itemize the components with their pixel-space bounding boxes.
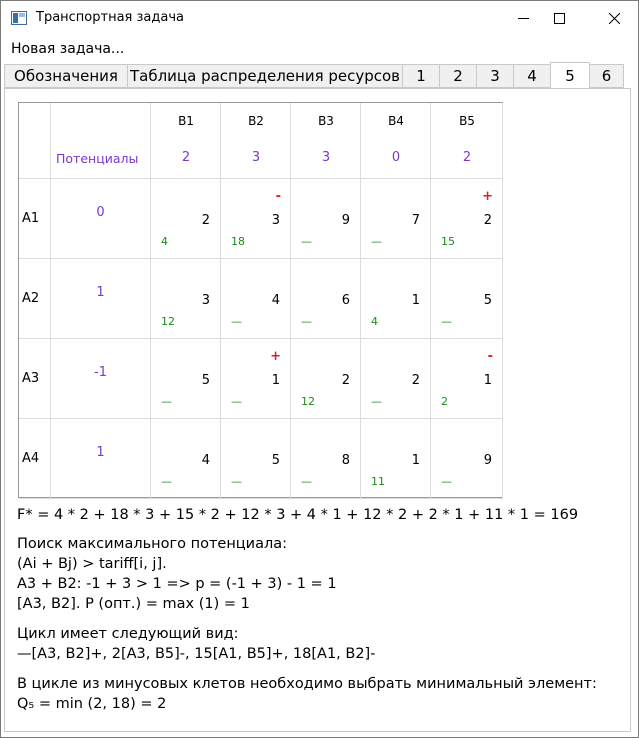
- search-title: Поиск максимального потенциала:: [17, 536, 288, 552]
- row-potential-cell: [51, 339, 151, 419]
- row-name: A3: [22, 371, 40, 386]
- menu-bar: [1, 39, 638, 61]
- allocation-value: —: [441, 315, 452, 328]
- tariff-cell[interactable]: [291, 419, 361, 499]
- tariff-cell[interactable]: [221, 259, 291, 339]
- tariff-value: 9: [483, 453, 492, 468]
- allocation-value: —: [231, 395, 242, 408]
- tariff-value: 5: [201, 373, 210, 388]
- window-title: Транспортная задача: [36, 10, 184, 25]
- title-bar[interactable]: [1, 1, 638, 37]
- column-potential: 3: [321, 150, 331, 165]
- allocation-value: —: [161, 475, 172, 488]
- max-line: [A3, B2]. P (опт.) = max (1) = 1: [17, 596, 250, 612]
- tariff-cell[interactable]: [151, 259, 221, 339]
- row-label-cell: [19, 179, 51, 259]
- column-name: B5: [459, 114, 475, 128]
- row-name: A2: [22, 291, 40, 306]
- tab-notation[interactable]: Обозначения: [4, 64, 128, 88]
- tariff-value: 3: [201, 293, 210, 308]
- cycle-title: Цикл имеет следующий вид:: [17, 626, 239, 642]
- tariff-cell[interactable]: [221, 179, 291, 259]
- objective-line: F* = 4 * 2 + 18 * 3 + 15 * 2 + 12 * 3 + 4 * 1 + 12 * 2 + 2 * 1 + 11 * 1 = 169: [17, 507, 579, 523]
- tariff-cell[interactable]: [431, 179, 503, 259]
- tariff-value: 4: [201, 453, 210, 468]
- tariff-cell[interactable]: [151, 339, 221, 419]
- tariff-cell[interactable]: [361, 179, 431, 259]
- column-potential: 2: [181, 150, 191, 165]
- column-name: B1: [178, 114, 194, 128]
- column-name: B2: [248, 114, 264, 128]
- allocation-value: 12: [161, 315, 175, 328]
- column-potential: 0: [391, 150, 401, 165]
- close-icon: [609, 13, 620, 24]
- allocation-value: —: [301, 315, 312, 328]
- allocation-value: —: [301, 235, 312, 248]
- tariff-cell[interactable]: [221, 419, 291, 499]
- tariff-value: 1: [411, 453, 420, 468]
- potentials-header-cell: [51, 103, 151, 179]
- allocation-value: —: [371, 395, 382, 408]
- tariff-value: 1: [271, 373, 280, 388]
- row-label-cell: [19, 419, 51, 499]
- menu-new-task[interactable]: Новая задача...: [11, 41, 125, 57]
- tab-step-3[interactable]: 3: [476, 64, 514, 88]
- column-potential: 2: [462, 150, 472, 165]
- allocation-value: —: [231, 315, 242, 328]
- tariff-cell[interactable]: [291, 179, 361, 259]
- tariff-value: 6: [341, 293, 350, 308]
- distribution-table: [18, 102, 503, 498]
- tab-step-6[interactable]: 6: [589, 64, 624, 88]
- tariff-value: 1: [411, 293, 420, 308]
- row-label-cell: [19, 259, 51, 339]
- row-potential: 1: [96, 445, 105, 460]
- tariff-cell[interactable]: [431, 259, 503, 339]
- close-button[interactable]: [591, 1, 637, 35]
- tariff-cell[interactable]: [291, 259, 361, 339]
- allocation-value: 12: [301, 395, 315, 408]
- tariff-cell[interactable]: [291, 339, 361, 419]
- tariff-value: 7: [411, 213, 420, 228]
- tariff-value: 4: [271, 293, 280, 308]
- condition-line: (Ai + Bj) > tariff[i, j].: [17, 556, 167, 572]
- tab-resource-table[interactable]: Таблица распределения ресурсов: [127, 64, 403, 88]
- corner-cell: [19, 103, 51, 179]
- check-line: A3 + B2: -1 + 3 > 1 => p = (-1 + 3) - 1 = 1: [17, 576, 337, 592]
- allocation-value: —: [301, 475, 312, 488]
- allocation-value: 18: [231, 235, 245, 248]
- tariff-value: 2: [411, 373, 420, 388]
- cycle-sign: +: [270, 349, 281, 364]
- tab-step-4[interactable]: 4: [513, 64, 551, 88]
- tariff-cell[interactable]: [431, 419, 503, 499]
- tariff-cell[interactable]: [361, 259, 431, 339]
- tariff-value: 5: [483, 293, 492, 308]
- tariff-cell[interactable]: [431, 339, 503, 419]
- allocation-value: 4: [371, 315, 378, 328]
- allocation-value: —: [371, 235, 382, 248]
- min-value-line: Q₅ = min (2, 18) = 2: [17, 696, 167, 712]
- allocation-value: 15: [441, 235, 455, 248]
- cycle-sign: -: [275, 189, 281, 204]
- tab-step-1[interactable]: 1: [402, 64, 440, 88]
- row-potential: 1: [96, 285, 105, 300]
- allocation-value: —: [161, 395, 172, 408]
- allocation-value: —: [441, 475, 452, 488]
- tariff-cell[interactable]: [151, 419, 221, 499]
- column-name: B3: [318, 114, 334, 128]
- row-potential-cell: [51, 259, 151, 339]
- column-name: B4: [388, 114, 404, 128]
- allocation-value: 2: [441, 395, 448, 408]
- row-potential: 0: [96, 205, 105, 220]
- allocation-value: 11: [371, 475, 385, 488]
- app-icon: [11, 11, 27, 25]
- row-potential-cell: [51, 419, 151, 499]
- row-potential-cell: [51, 179, 151, 259]
- allocation-value: 4: [161, 235, 168, 248]
- tariff-cell[interactable]: [361, 419, 431, 499]
- tariff-value: 3: [271, 213, 280, 228]
- tariff-value: 8: [341, 453, 350, 468]
- maximize-icon: [554, 13, 565, 24]
- allocation-value: —: [231, 475, 242, 488]
- tab-step-2[interactable]: 2: [439, 64, 477, 88]
- tariff-cell[interactable]: [221, 339, 291, 419]
- tariff-value: 2: [483, 213, 492, 228]
- tariff-value: 2: [341, 373, 350, 388]
- tariff-cell[interactable]: [151, 179, 221, 259]
- row-label-cell: [19, 339, 51, 419]
- tab-step-5[interactable]: 5: [550, 62, 590, 89]
- cycle-sign: +: [482, 189, 493, 204]
- tariff-value: 1: [483, 373, 492, 388]
- tariff-value: 9: [341, 213, 350, 228]
- min-title: В цикле из минусовых клетов необходимо выбрать минимальный элемент:: [17, 676, 597, 692]
- row-name: A1: [22, 211, 40, 226]
- row-potential: -1: [94, 365, 107, 380]
- minimize-icon: [518, 13, 529, 24]
- row-name: A4: [22, 451, 40, 466]
- tariff-cell[interactable]: [361, 339, 431, 419]
- tariff-value: 5: [271, 453, 280, 468]
- tariff-value: 2: [201, 213, 210, 228]
- maximize-button[interactable]: [536, 1, 582, 35]
- cycle-line: —[A3, B2]+, 2[A3, B5]-, 15[A1, B5]+, 18[A1, B2]-: [17, 646, 376, 662]
- cycle-sign: -: [487, 349, 493, 364]
- potentials-label: Потенциалы: [56, 151, 139, 166]
- column-potential: 3: [251, 150, 261, 165]
